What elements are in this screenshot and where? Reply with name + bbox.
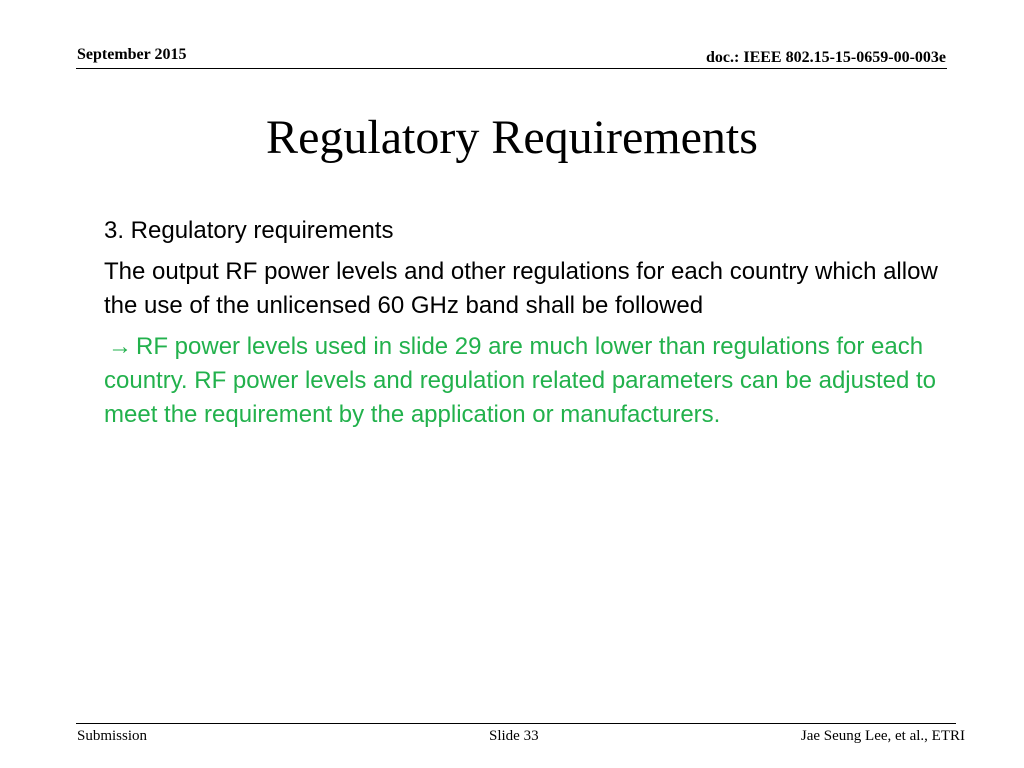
header-divider bbox=[76, 68, 947, 69]
body-paragraph: The output RF power levels and other regulations for each country which allow the use of the unlicensed 60 GHz band shall be followed bbox=[104, 258, 938, 319]
right-arrow-icon: → bbox=[108, 333, 132, 360]
slide-title: Regulatory Requirements bbox=[266, 111, 758, 164]
header-doc-id: doc.: IEEE 802.15-15-0659-00-003e bbox=[706, 49, 946, 66]
header-date: September 2015 bbox=[77, 46, 187, 63]
note-text: RF power levels used in slide 29 are much lower than regulations for each country. RF power levels and regulation related parameters can be adjusted to meet the requirement by the application or manufacturers. bbox=[104, 333, 937, 428]
section-heading: 3. Regulatory requirements bbox=[104, 217, 394, 244]
note-paragraph bbox=[104, 330, 964, 432]
slide-body bbox=[104, 214, 964, 439]
footer-authors: Jae Seung Lee, et al., ETRI bbox=[800, 728, 965, 744]
footer-divider bbox=[76, 723, 956, 724]
footer-slide-number: Slide 33 bbox=[489, 728, 539, 744]
footer-submission: Submission bbox=[77, 728, 148, 744]
